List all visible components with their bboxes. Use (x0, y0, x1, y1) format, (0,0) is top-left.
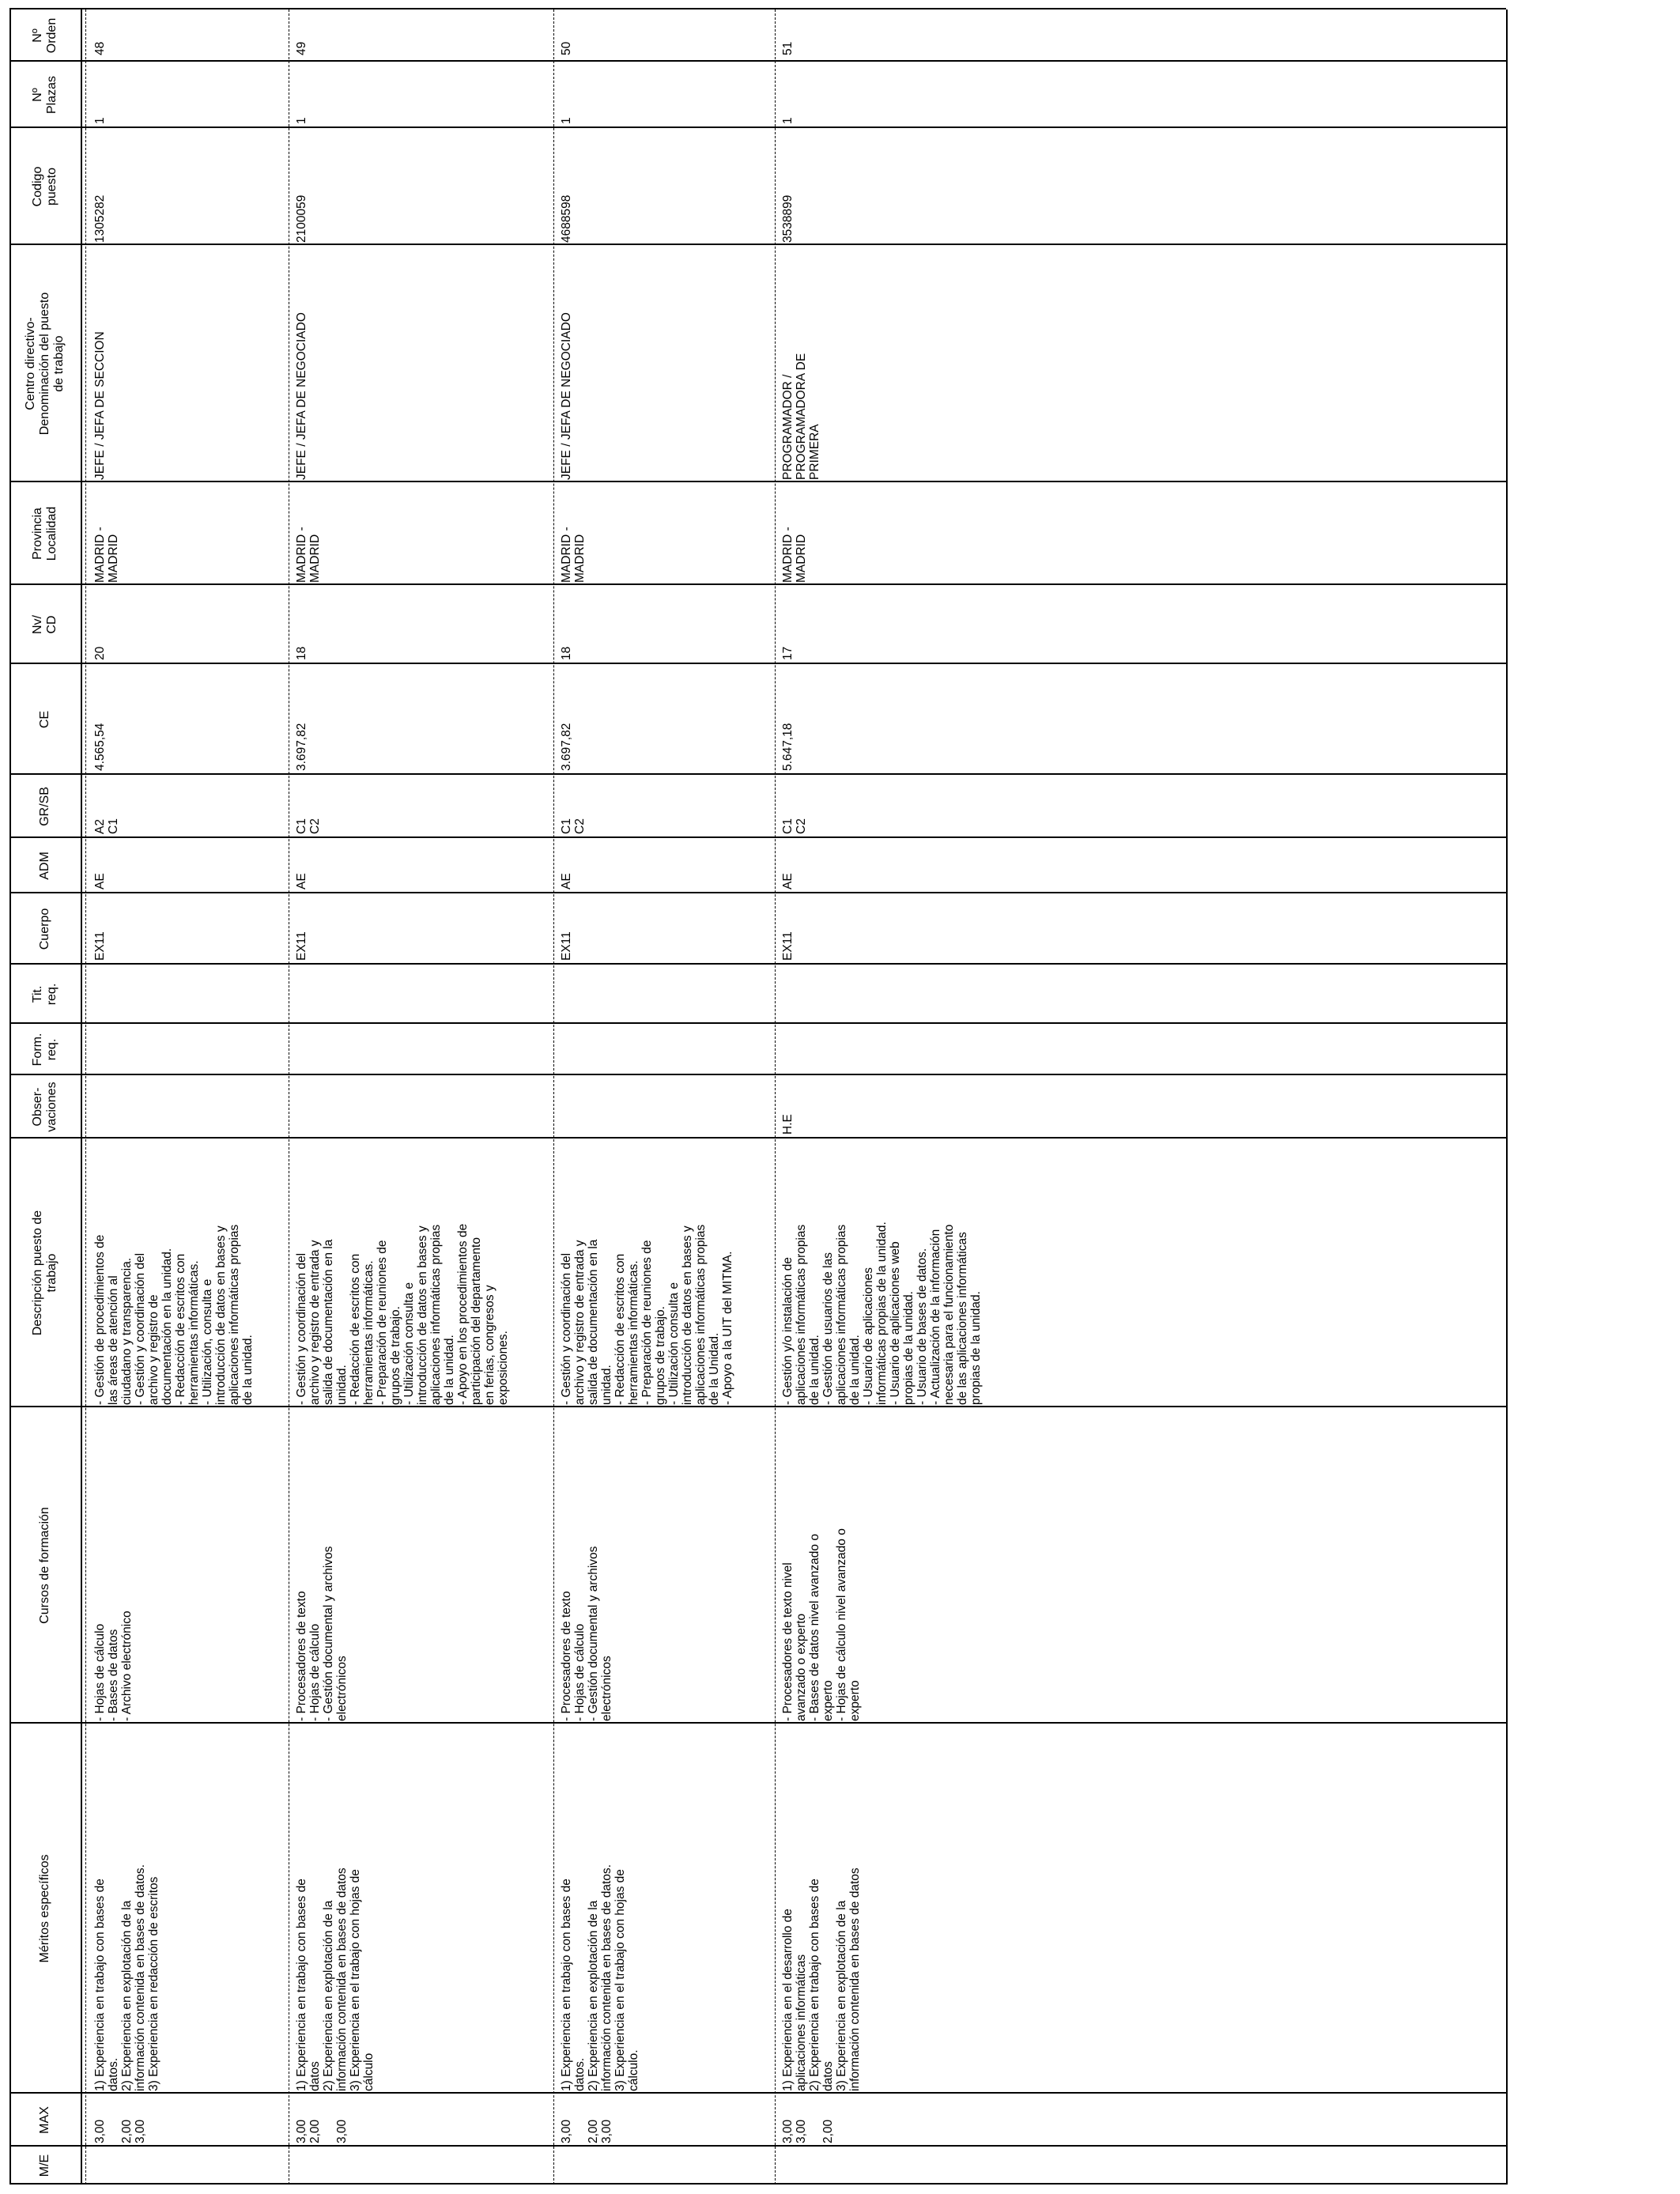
row-line (553, 9, 554, 2185)
row50-grsb: C1 C2 (560, 818, 587, 834)
header-orden: Nº Orden (31, 17, 59, 54)
row49-centro: JEFE / JEFA DE NEGOCIADO (295, 312, 308, 480)
header-max: MAX (38, 2106, 51, 2134)
row49-me (295, 2147, 548, 2182)
row50-nivel: 18 (560, 646, 573, 660)
row50-plazas: 1 (560, 117, 573, 124)
row48-orden: 48 (93, 41, 107, 55)
row51-ce: 5.647,18 (781, 723, 795, 771)
row48-descripcion: - Gestión de procedimientos de las áreas de atención al ciudadano y transparencia. - Gestión y coordinación del archivo y registro de documentación en la unidad. - Redacción de escritos con herramientas informáticas. - Utilización, consulta e introducción de datos en bases y aplicaciones informáticas propias de la unidad. (93, 1224, 255, 1405)
header-descripcion: Descripción puesto de trabajo (31, 1210, 59, 1336)
header-bottom-line (81, 9, 82, 2185)
header-obs: Obser- vaciones (31, 1082, 59, 1132)
row48-me (93, 2147, 283, 2182)
row49-codigo: 2100059 (295, 194, 308, 243)
row51-obs: H.E (781, 1114, 795, 1135)
row49-nivel: 18 (295, 646, 308, 660)
row48-cuerpo: EX11 (93, 931, 107, 961)
col-line (9, 1406, 1506, 1407)
row48-nivel: 20 (93, 646, 107, 660)
header-meritos: Méritos específicos (38, 1854, 51, 1963)
header-centro: Centro directivo- Denominación del puesto de trabajo (24, 292, 66, 436)
row48-meritos: 1) Experiencia en trabajo con bases de datos. 2) Experiencia en explotación de la información contenida en bases de datos. 3) Experiencia en redacción de escritos (93, 1864, 160, 2091)
row48-provincia: MADRID - MADRID (93, 527, 120, 583)
row50-cursos: - Procesadores de texto - Hojas de cálculo - Gestión documental y archivos electrónicos (560, 1546, 613, 1721)
row49-max: 3,00 2,00 3,00 (295, 2119, 349, 2143)
row49-grsb: C1 C2 (295, 818, 322, 834)
header-form: Form. req. (31, 1033, 59, 1067)
row51-meritos: 1) Experiencia en el desarrollo de aplicaciones informáticas 2) Experiencia en trabajo con bases de datos 3) Experiencia en explotación de la información contenida en bases de datos (781, 1867, 862, 2091)
row51-me (781, 2147, 1018, 2182)
col-line (9, 1137, 1506, 1139)
row49-meritos: 1) Experiencia en trabajo con bases de datos 2) Experiencia en explotación de la información contenida en bases de datos 3) Experiencia en el trabajo con hojas de cálculo (295, 1867, 376, 2091)
row49-cursos: - Procesadores de texto - Hojas de cálculo - Gestión documental y archivos electrónicos (295, 1546, 349, 1721)
row49-obs (295, 1076, 548, 1135)
col-line (9, 963, 1506, 965)
frame-left (9, 2183, 1506, 2185)
row48-obs (93, 1076, 283, 1135)
row50-orden: 50 (560, 41, 573, 55)
header-ce: CE (38, 710, 51, 729)
row51-max: 3,00 3,00 2,00 (781, 2119, 835, 2143)
row49-descripcion: - Gestión y coordinación del archivo y registro de entrada y salida de documentación en la unidad. - Redacción de escritos con herramientas informáticas. - Preparación de reuniones de grupos de trabajo. - Utilización consulta e introducción de datos en bases y aplicaciones informáticas propias de la unidad. - Apoyo en los procedimientos de participación del departamento en ferias, congresos y exposiciones. (295, 1223, 510, 1405)
row50-cuerpo: EX11 (560, 931, 573, 961)
row49-form (295, 1025, 548, 1073)
header-adm: ADM (38, 852, 51, 880)
row51-plazas: 1 (781, 117, 795, 124)
row51-descripcion: - Gestión y/o instalación de aplicaciones informáticas propias de la unidad. - Gestión de usuarios de las aplicaciones informáticas propias de la unidad. - Usuario de aplicaciones informáticas propias de la unidad. - Usuario de aplicaciones web propias de la unidad. - Usuario de bases de datos. - Actualización de la información necesaria para el funcionamiento de las aplicaciones informáticas propias de la unidad. (781, 1222, 983, 1405)
row51-codigo: 3538899 (781, 194, 795, 243)
row49-cuerpo: EX11 (295, 931, 308, 961)
header-cursos: Cursos de formación (38, 1507, 51, 1624)
row48-cursos: - Hojas de cálculo - Bases de datos - Archivo electrónico (93, 1611, 134, 1721)
header-cuerpo: Cuerpo (38, 908, 51, 950)
row48-form (93, 1025, 283, 1073)
frame-top (9, 9, 11, 2185)
row50-centro: JEFE / JEFA DE NEGOCIADO (560, 312, 573, 480)
header-me: M/E (38, 2154, 51, 2177)
row50-descripcion: - Gestión y coordinación del archivo y registro de entrada y salida de documentación en la unidad. - Redacción de escritos con herramientas informáticas. - Preparación de reuniones de grupos de trabajo. - Utilización consulta e introducción de datos en bases y aplicaciones informáticas propias de la Unidad. - Apoyo a la UIT del MITMA. (560, 1224, 734, 1405)
row49-provincia: MADRID - MADRID (295, 527, 322, 583)
row50-ce: 3.697,82 (560, 723, 573, 771)
row48-adm: AE (93, 873, 107, 889)
row50-codigo: 4688598 (560, 194, 573, 243)
row48-tit (93, 965, 283, 1021)
row50-max: 3,00 2,00 3,00 (560, 2119, 613, 2143)
row51-form (781, 1025, 1018, 1073)
row-line (85, 9, 86, 2185)
col-line (9, 1074, 1506, 1075)
row49-plazas: 1 (295, 117, 308, 124)
row51-cuerpo: EX11 (781, 931, 795, 961)
row51-tit (781, 965, 1018, 1021)
row48-max: 3,00 2,00 3,00 (93, 2119, 147, 2143)
col-line (9, 1722, 1506, 1724)
row51-provincia: MADRID - MADRID (781, 527, 808, 583)
row51-nivel: 17 (781, 646, 795, 660)
col-line (9, 2145, 1506, 2147)
row49-orden: 49 (295, 41, 308, 55)
row51-adm: AE (781, 873, 795, 889)
row48-codigo: 1305282 (93, 194, 107, 243)
header-provincia: Provincia Localidad (31, 506, 59, 561)
header-nivel: Nv/ CD (31, 615, 59, 634)
col-line (9, 481, 1506, 482)
header-plazas: Nº Plazas (31, 75, 59, 115)
row51-grsb: C1 C2 (781, 818, 808, 834)
frame-bottom (1506, 9, 1508, 2185)
row49-ce: 3.697,82 (295, 723, 308, 771)
row50-tit (560, 965, 769, 1021)
col-line (9, 244, 1506, 245)
row50-provincia: MADRID - MADRID (560, 527, 587, 583)
row48-grsb: A2 C1 (93, 818, 120, 834)
col-line (9, 2092, 1506, 2094)
row51-cursos: - Procesadores de texto nivel avanzado o experto - Bases de datos nivel avanzado o experto - Hojas de cálculo nivel avanzado o experto (781, 1528, 862, 1721)
row50-obs (560, 1076, 769, 1135)
col-line (9, 1022, 1506, 1024)
header-grsb: GR/SB (38, 787, 51, 826)
row49-tit (295, 965, 548, 1021)
row51-centro: PROGRAMADOR / PROGRAMADORA DE PRIMERA (781, 353, 821, 480)
row48-ce: 4.565,54 (93, 723, 107, 771)
row48-centro: JEFE / JEFA DE SECCION (93, 331, 107, 480)
row-line (775, 9, 776, 2185)
row50-adm: AE (560, 873, 573, 889)
row51-orden: 51 (781, 41, 795, 55)
header-tit: Tit. req. (31, 983, 59, 1006)
row50-form (560, 1025, 769, 1073)
row49-adm: AE (295, 873, 308, 889)
row50-meritos: 1) Experiencia en trabajo con bases de datos. 2) Experiencia en explotación de la información contenida en bases de datos. 3) Experiencia en el trabajo con hojas de cálculo. (560, 1864, 640, 2091)
row48-plazas: 1 (93, 117, 107, 124)
row50-me (560, 2147, 769, 2182)
header-codigo: Codigo puesto (31, 166, 59, 207)
